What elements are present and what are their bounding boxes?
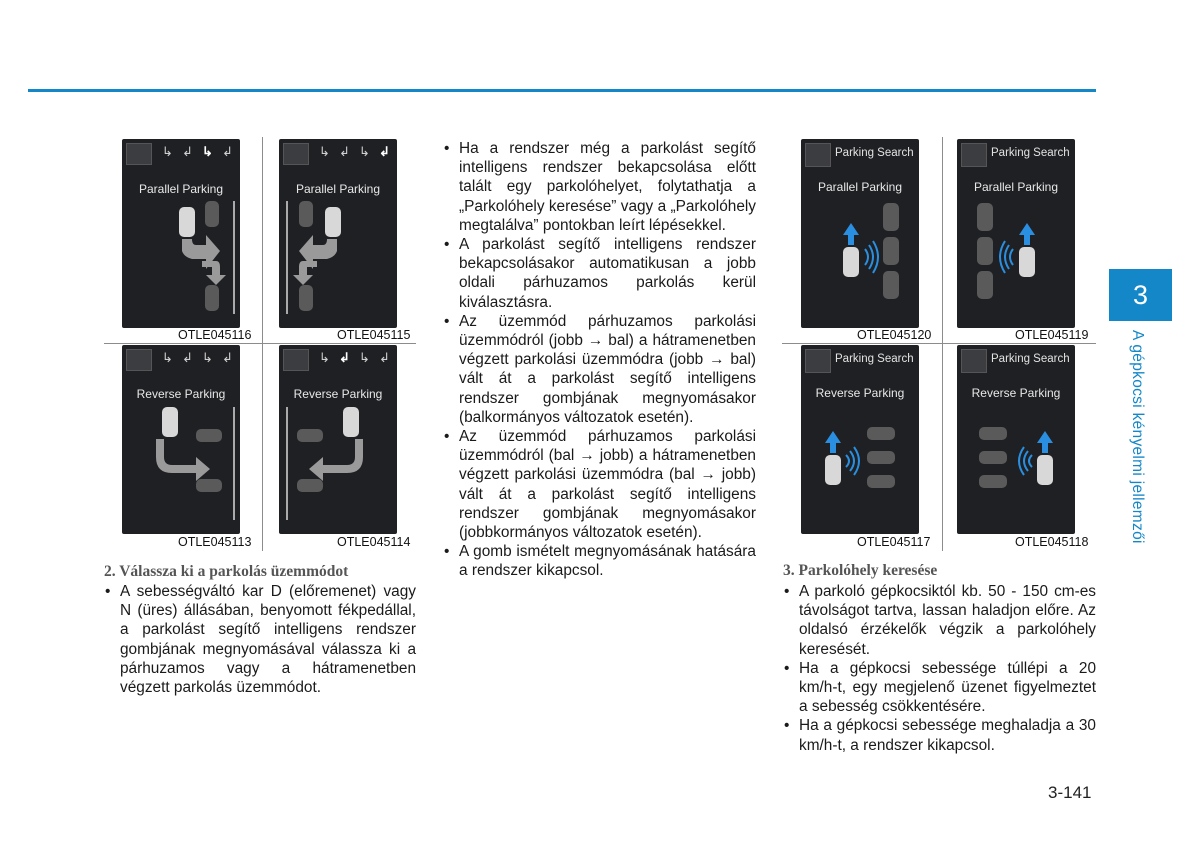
chapter-title: A gépkocsi kényelmi jellemzői — [1129, 330, 1146, 544]
badge-label: Parking Search — [991, 353, 1070, 365]
left-column-text — [104, 582, 416, 697]
bullet-item: • A gomb ismételt megnyomásának hatására a rendszer kikapcsol. — [443, 542, 756, 580]
figure-caption: OTLE045113 — [178, 535, 252, 549]
bullet-item: • Az üzemmód párhuzamos parkolási üzemmódról (bal → jobb) a hátramenetben végzett parkolási üzemmódra (bal → jobb) vált át a parkolást segítő intelligens rendszer gombjának megnyomásakor (jobbkormányos változatok esetén). — [443, 427, 756, 542]
top-rule — [28, 89, 1096, 92]
mode-glyph-4: ↲ — [222, 350, 233, 365]
figure-caption: OTLE045115 — [337, 328, 411, 342]
figure-caption: OTLE045119 — [1015, 328, 1089, 342]
parking-diagram — [122, 345, 240, 534]
right-column-text — [783, 582, 1096, 755]
bullet-item: • A parkolást segítő intelligens rendszer bekapcsolásakor automatikusan a jobb oldali párhuzamos parkolás kerül kiválasztásra. — [443, 235, 756, 312]
divider-horizontal-left — [104, 343, 416, 344]
bullet-item: • A sebességváltó kar D (előremenet) vagy N (üres) állásában, benyomott fékpedállal, a parkolást segítő intelligens rendszer gombjának megnyomásával válassza ki a párhuzamos vagy a hátramenetben végzett parkolás üzemmódot. — [104, 582, 416, 697]
bullet-item: • Ha a gépkocsi sebessége meghaladja a 30 km/h-t, a rendszer kikapcsol. — [783, 716, 1096, 754]
bullet-item: • Az üzemmód párhuzamos parkolási üzemmódról (jobb → bal) a hátramenetben végzett parkolási üzemmódra (jobb → bal) vált át a parkolást segítő intelligens rendszer gombjának megnyomásakor (balkormányos változatok esetén). — [443, 312, 756, 427]
figure-parallel-parking-right — [122, 139, 240, 328]
figure-reverse-parking-left — [279, 345, 397, 534]
mode-glyph-1: ↳ — [162, 350, 173, 365]
mode-glyph-2-active: ↲ — [339, 350, 350, 365]
badge-label: Parking Search — [835, 353, 914, 365]
figure-parking-search-parallel-2 — [957, 139, 1075, 328]
mode-glyph-4: ↲ — [379, 350, 390, 365]
bullet-item: • A parkoló gépkocsiktól kb. 50 - 150 cm-es távolságot tartva, lassan haladjon előre. Az oldalsó érzékelők végzik a parkolóhely keresését. — [783, 582, 1096, 659]
figure-parallel-parking-left — [279, 139, 397, 328]
figure-reverse-parking-right — [122, 345, 240, 534]
bullet-item: • Ha a gépkocsi sebessége túllépi a 20 km/h-t, egy megjelenő üzenet figyelmeztet a sebesség csökkentésére. — [783, 659, 1096, 717]
mode-glyph-2: ↲ — [182, 350, 193, 365]
mode-glyph-1: ↳ — [319, 144, 330, 159]
parking-search-diagram — [801, 345, 919, 534]
mode-glyph-1: ↳ — [319, 350, 330, 365]
parking-search-diagram — [957, 345, 1075, 534]
divider-vertical-right — [942, 137, 943, 551]
figure-parking-search-parallel-1 — [801, 139, 919, 328]
parking-search-diagram — [801, 139, 919, 328]
mode-glyph-3: ↳ — [359, 350, 370, 365]
figure-title: Reverse Parking — [971, 386, 1061, 400]
figure-parking-search-reverse-2 — [957, 345, 1075, 534]
chapter-number-tab: 3 — [1109, 269, 1172, 321]
mode-glyph-1: ↳ — [162, 144, 173, 159]
parking-search-diagram — [957, 139, 1075, 328]
section-heading-select-mode: 2. Válassza ki a parkolás üzemmódot — [104, 563, 349, 580]
figure-caption: OTLE045120 — [857, 328, 932, 342]
figure-caption: OTLE045117 — [857, 535, 931, 549]
badge-label: Parking Search — [991, 147, 1070, 159]
figure-title: Parallel Parking — [817, 180, 903, 194]
bullet-item: • Ha a rendszer még a parkolást segítő intelligens rendszer bekapcsolása előtt talált egy parkolóhelyet, folytathatja a „Parkolóhely keresése” vagy a „Parkolóhely megtalálva” pontokban leírt lépésekkel. — [443, 139, 756, 235]
badge-label: Parking Search — [835, 147, 914, 159]
figure-caption: OTLE045114 — [337, 535, 411, 549]
mode-glyph-3: ↳ — [359, 144, 370, 159]
mode-glyph-2: ↲ — [182, 144, 193, 159]
mode-glyph-3: ↳ — [202, 350, 213, 365]
parking-diagram — [279, 345, 397, 534]
figure-title: Reverse Parking — [293, 387, 383, 401]
figure-caption: OTLE045116 — [178, 328, 252, 342]
parking-diagram — [122, 139, 240, 328]
section-heading-parking-search: 3. Parkolóhely keresése — [783, 562, 938, 579]
mode-glyph-4-active: ↲ — [379, 144, 390, 159]
figure-parking-search-reverse-1 — [801, 345, 919, 534]
page-number: 3-141 — [1048, 783, 1092, 802]
figure-title: Parallel Parking — [138, 182, 224, 196]
divider-horizontal-right — [782, 343, 1096, 344]
figure-title: Reverse Parking — [136, 387, 226, 401]
parking-diagram — [279, 139, 397, 328]
mode-glyph-2: ↲ — [339, 144, 350, 159]
figure-title: Parallel Parking — [973, 180, 1059, 194]
mode-glyph-4: ↲ — [222, 144, 233, 159]
figure-title: Reverse Parking — [815, 386, 905, 400]
divider-vertical-left — [262, 137, 263, 551]
mode-glyph-3-active: ↳ — [202, 144, 213, 159]
figure-title: Parallel Parking — [295, 182, 381, 196]
figure-caption: OTLE045118 — [1015, 535, 1089, 549]
middle-column-text — [443, 139, 756, 581]
